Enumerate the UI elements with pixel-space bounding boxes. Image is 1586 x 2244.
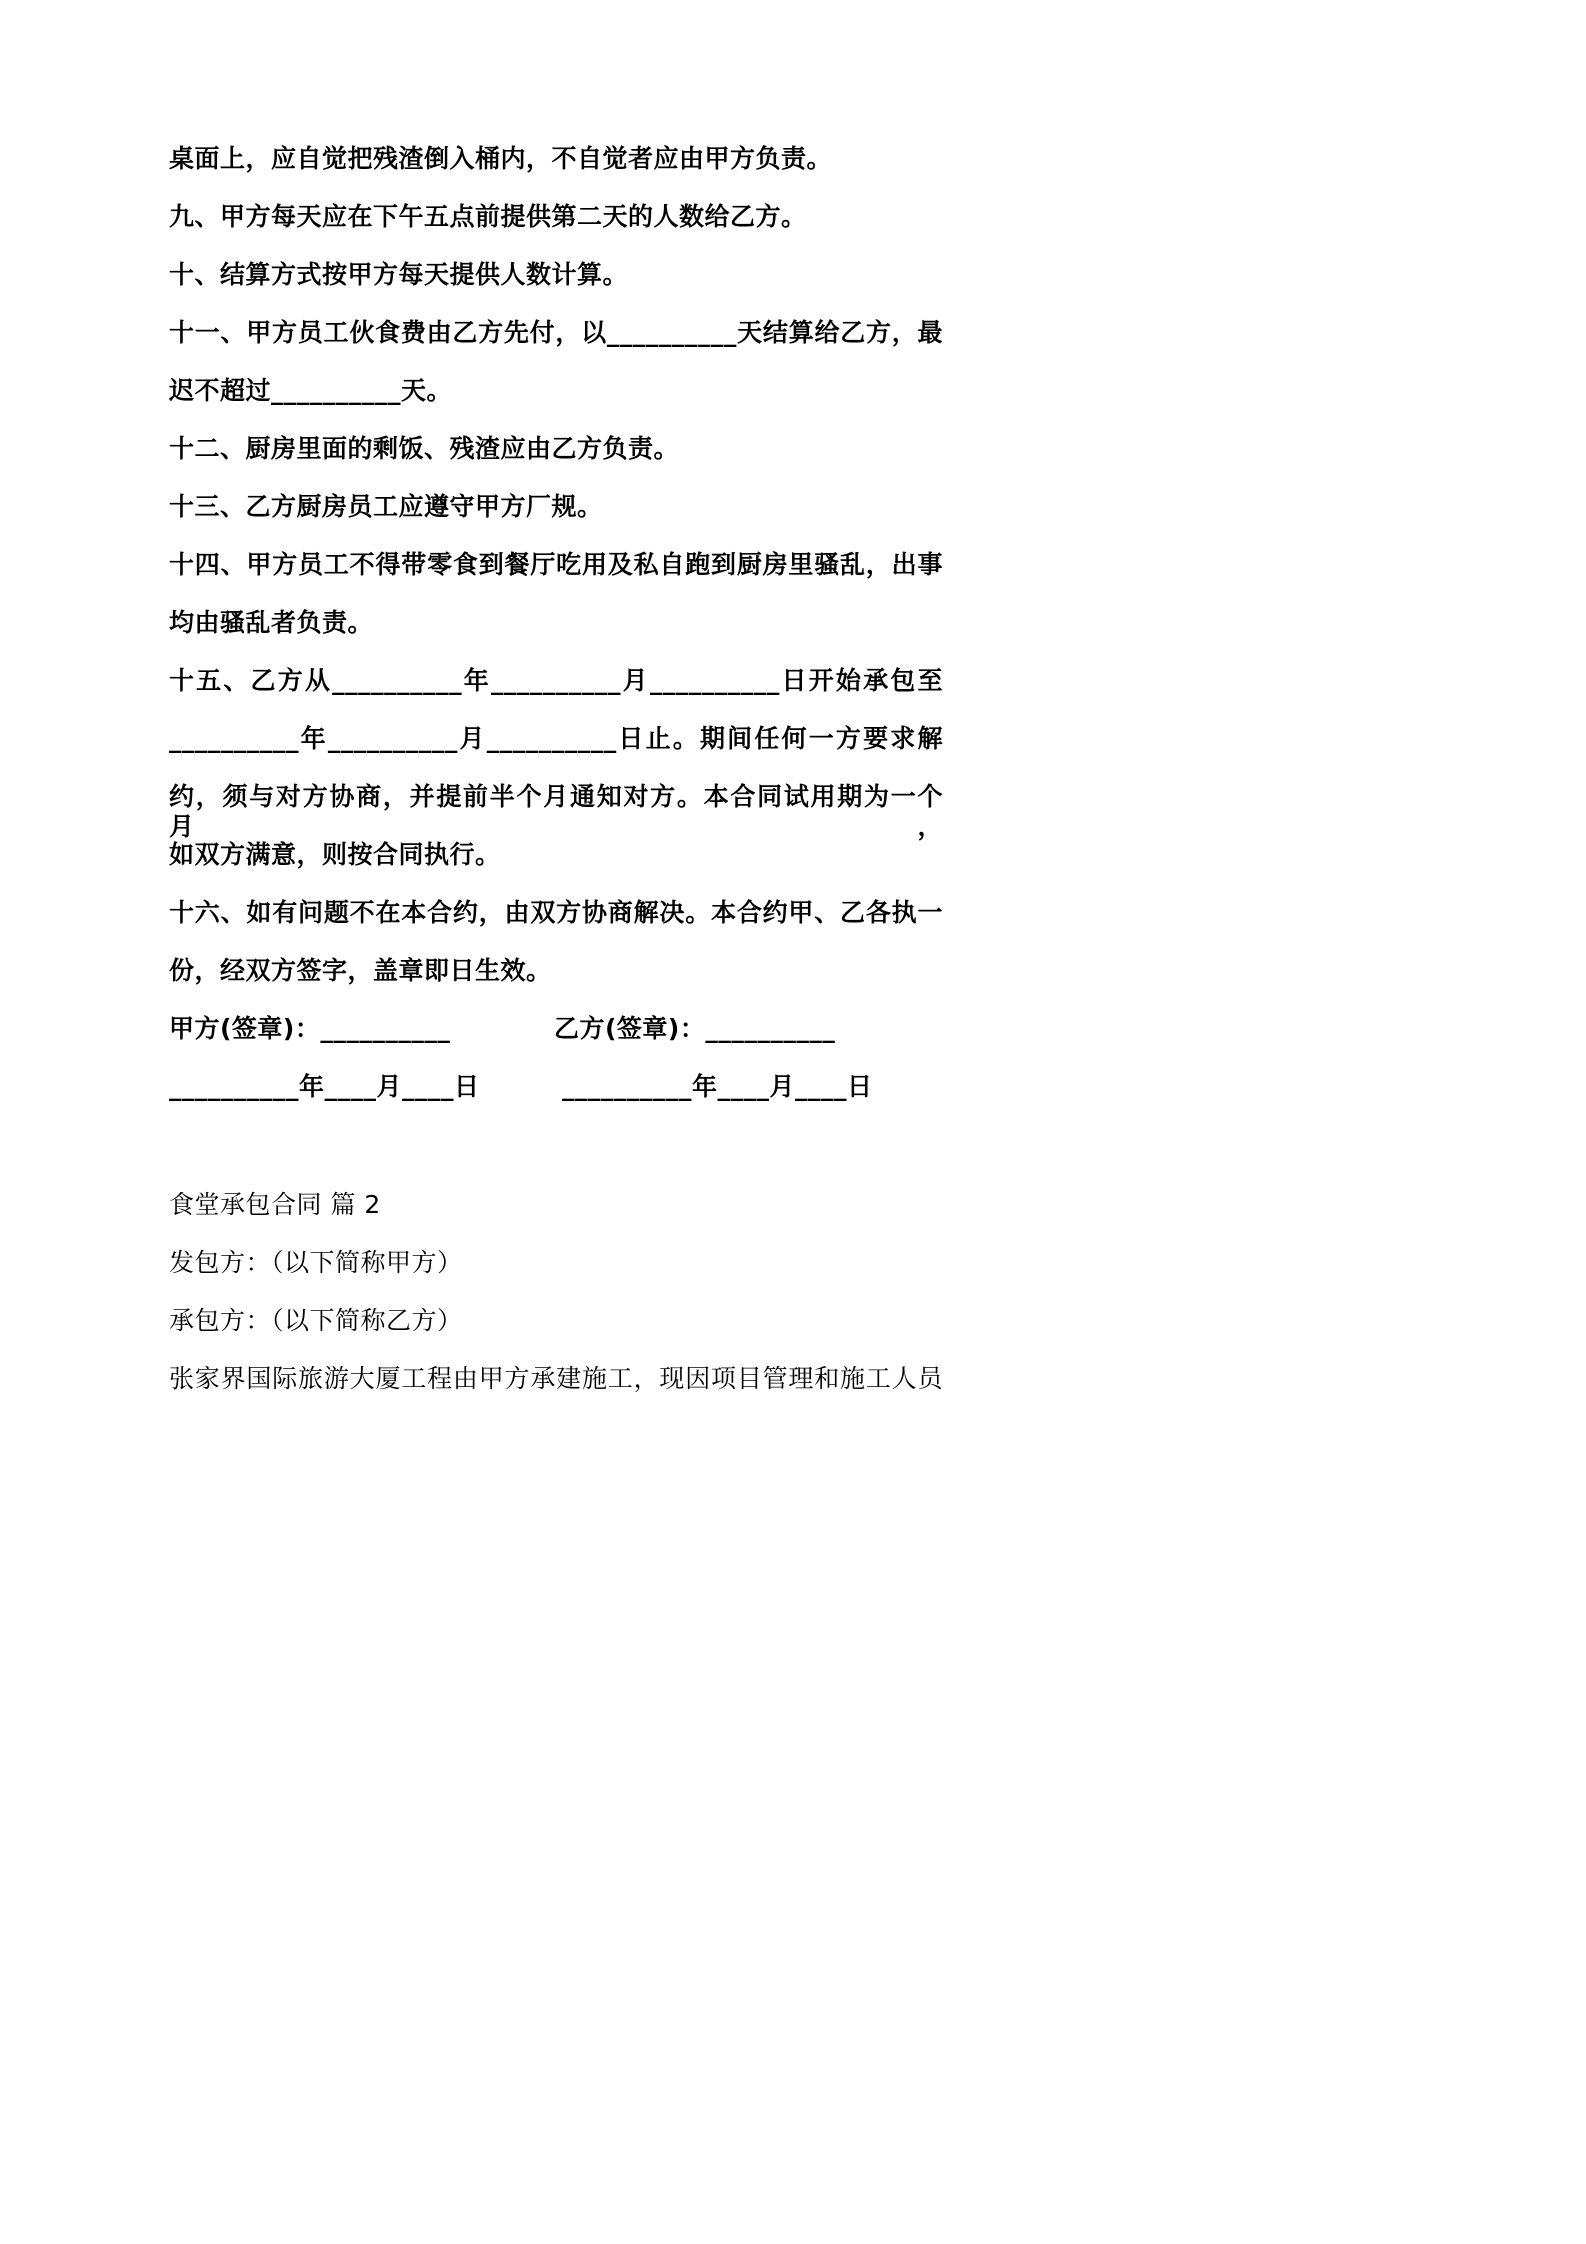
clause-15-continued-3: 如双方满意，则按合同执行。	[169, 840, 501, 869]
party-a-date: __________年____月____日	[169, 1072, 480, 1101]
clause-11: 十一、甲方员工伙食费由乙方先付，以__________天结算给乙方，最	[169, 318, 943, 347]
clause-15: 十五、乙方从__________年__________月__________日开始承包至	[169, 666, 943, 695]
clause-10: 十、结算方式按甲方每天提供人数计算。	[169, 260, 629, 289]
intro-line: 张家界国际旅游大厦工程由甲方承建施工，现因项目管理和施工人员	[169, 1364, 943, 1393]
clause-14-continued: 均由骚乱者负责。	[169, 608, 374, 637]
clause-9: 九、甲方每天应在下午五点前提供第二天的人数给乙方。	[169, 202, 807, 231]
paragraph-line: 桌面上，应自觉把残渣倒入桶内，不自觉者应由甲方负责。	[169, 144, 833, 173]
contractor-line: 承包方：（以下简称乙方）	[169, 1306, 463, 1335]
party-b-signature: 乙方(签章)：__________	[554, 1014, 836, 1043]
document-page	[0, 0, 1104, 1561]
party-b-date: __________年____月____日	[562, 1072, 873, 1101]
clause-16-continued: 份，经双方签字，盖章即日生效。	[169, 956, 552, 985]
issuer-line: 发包方：（以下简称甲方）	[169, 1248, 463, 1277]
party-a-signature: 甲方(签章)：__________	[169, 1014, 451, 1043]
section-title: 食堂承包合同 篇 2	[169, 1190, 381, 1219]
clause-16: 十六、如有问题不在本合约，由双方协商解决。本合约甲、乙各执一	[169, 898, 943, 927]
clause-12: 十二、厨房里面的剩饭、残渣应由乙方负责。	[169, 434, 680, 463]
clause-15-continued-1: __________年__________月__________日止。期间任何一方要求解	[169, 724, 943, 753]
clause-15-continued-2: 约，须与对方协商，并提前半个月通知对方。本合同试用期为一个月，	[169, 782, 943, 841]
clause-13: 十三、乙方厨房员工应遵守甲方厂规。	[169, 492, 603, 521]
clause-11-continued: 迟不超过__________天。	[169, 376, 453, 405]
clause-14: 十四、甲方员工不得带零食到餐厅吃用及私自跑到厨房里骚乱，出事	[169, 550, 943, 579]
